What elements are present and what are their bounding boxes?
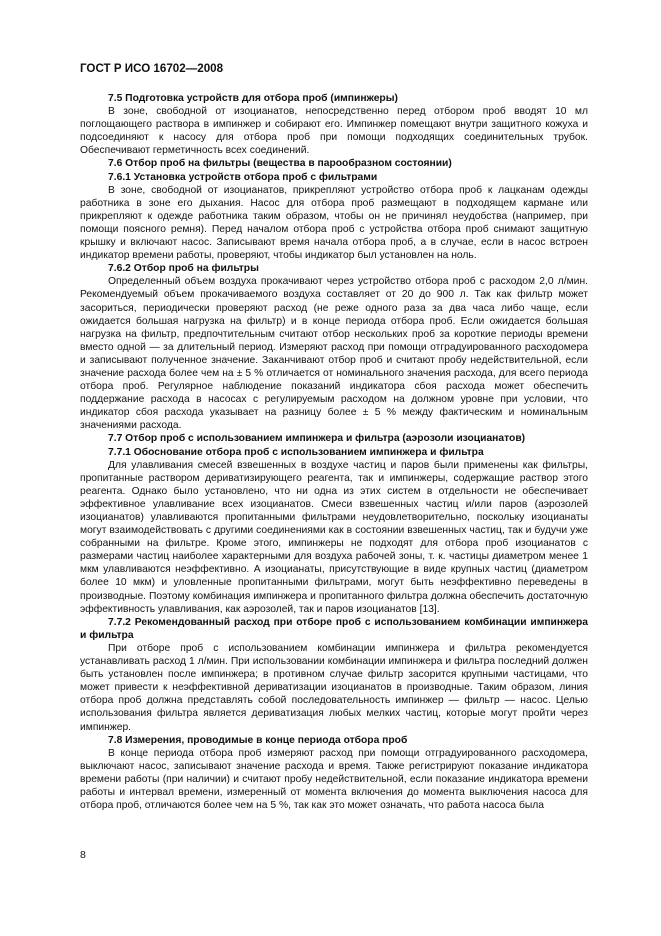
subsection-heading-7-6-2: 7.6.2 Отбор проб на фильтры (108, 263, 259, 275)
standard-header: ГОСТ Р ИСО 16702—2008 (80, 62, 224, 75)
subsection-heading-7-6-1: 7.6.1 Установка устройств отбора проб с фильтрами (108, 171, 378, 183)
page-number: 8 (80, 849, 86, 861)
section-heading-7-5: 7.5 Подготовка устройств для отбора проб (импинжеры) (108, 93, 398, 104)
paragraph: Определенный объем воздуха прокачивают через устройство отбора проб с расходом 2,0 л/мин. Рекомендуемый объем прокачиваемого воздуха составляет от 20 до 900 л. Так как фильтр может засориться, периодически проверяют расход (не реже одного раза за два часа либо чаще, если ожидается большая нагрузка на фильтр) и в конце периода отбора проб. Если ожидается большая нагрузка на фильтр, предпочтительным считают отбор нескольких проб за короткие периоды времени вместо одной — за длительный период. Измеряют расход при помощи отградуированного расходомера и записывают полученное значение. Заканчивают отбор проб и считают пробу недействительной, если значение расхода более чем на ± 5 % отличается от номинального значения расхода, для всего периода отбора проб. Регулярное наблюдение показаний индикатора сбоя расхода может обеспечить поддержание расхода в насосах с регулируемым расходом на должном уровне при условии, что индикатор сбоя расхода указывает на разницу более ± 5 % между фактическим и номинальным значениями расхода. (80, 276, 588, 432)
document-body (80, 92, 588, 812)
section-heading-7-8: 7.8 Измерения, проводимые в конце периода отбора проб (108, 734, 408, 746)
subsection-heading-7-7-1: 7.7.1 Обоснование отбора проб с использованием импинжера и фильтра (108, 446, 484, 458)
paragraph: При отборе проб с использованием комбинации импинжера и фильтра рекомендуется устанавливать расход 1 л/мин. При использовании комбинации импинжера и фильтра последний должен быть установлен после импинжера; в противном случае фильтр засорится крупными частицами, что может привести к неэффективной дериватизации изоцианатов в производные. Таким образом, линия отбора проб должна представлять собой последовательность импинжер — фильтр — насос. Целью использования фильтра является дериватизация любых мелких частиц, которые могут пройти через импинжер. (80, 642, 588, 733)
section-heading-7-6: 7.6 Отбор проб на фильтры (вещества в парообразном состоянии) (108, 158, 452, 170)
paragraph: В зоне, свободной от изоцианатов, прикрепляют устройство отбора проб к лацканам одежды работника в зоне его дыхания. Насос для отбора проб размещают в подходящем кармане или прикрепляют к одежде работника таким образом, чтобы он не причинял неудобства (например, при помощи поясного ремня). Перед началом отбора проб с устройства отбора проб снимают защитную крышку и включают насос. Записывают время начала отбора проб, а в случае, если в насос встроен индикатор времени работы, проверяют, чтобы индикатор был установлен на ноль. (80, 184, 588, 262)
paragraph: В зоне, свободной от изоцианатов, непосредственно перед отбором проб вводят 10 мл поглощающего раствора в импинжер и собирают его. Импинжер помещают внутри защитного кожуха и подсоединяют к насосу для отбора проб при помощи подходящих соединительных трубок. Обеспечивают герметичность всех соединений. (80, 106, 588, 157)
paragraph: Для улавливания смесей взвешенных в воздухе частиц и паров были применены как фильтры, пропитанные раствором дериватизирующего реагента, так и импинжеры, содержащие раствор этого реагента. Однако было установлено, что ни одна из этих систем в отдельности не обеспечивает эффективное улавливание всех изоцианатов. Смеси взвешенных частиц и/или паров (аэрозолей изоцианатов) улавливаются пропитанными фильтрами неудовлетворительно, поскольку изоцианаты могут взаимодействовать с другими соединениями как в состоянии взвешенных частиц, так и будучи уже собранными на фильтре. Кроме этого, импинжеры не подходят для отбора проб изоцианатов с размерами частиц наиболее характерными для воздуха рабочей зоны, т. к. частицы диаметром менее 1 мкм улавливаются неэффективно. А изоцианаты, присутствующие в виде крупных частиц (диаметром более 10 мкм) и уловленные пропитанными фильтрами, могут быть неэффективно переведены в производные. Поэтому комбинация импинжера и пропитанного фильтра должна обеспечить достаточную эффективность улавливания, как аэрозолей, так и паров изоцианатов [13]. (80, 459, 588, 615)
subsection-heading-7-7-2: 7.7.2 Рекомендованный расход при отборе проб с использованием комбинации импинжера и фильтра (80, 616, 588, 641)
paragraph: В конце периода отбора проб измеряют расход при помощи отградуированного расходомера, выключают насос, записывают значение расхода и время. Также регистрируют показание индикатора времени работы (при наличии) и считают пробу недействительной, если показание индикатора времени работы и интервал времени, измеренный от момента включения до момента выключения насоса для отбора проб, отличаются более чем на 5 %, так как это может означать, что работа насоса была (80, 747, 588, 812)
section-heading-7-7: 7.7 Отбор проб с использованием импинжера и фильтра (аэрозоли изоцианатов) (108, 433, 526, 445)
